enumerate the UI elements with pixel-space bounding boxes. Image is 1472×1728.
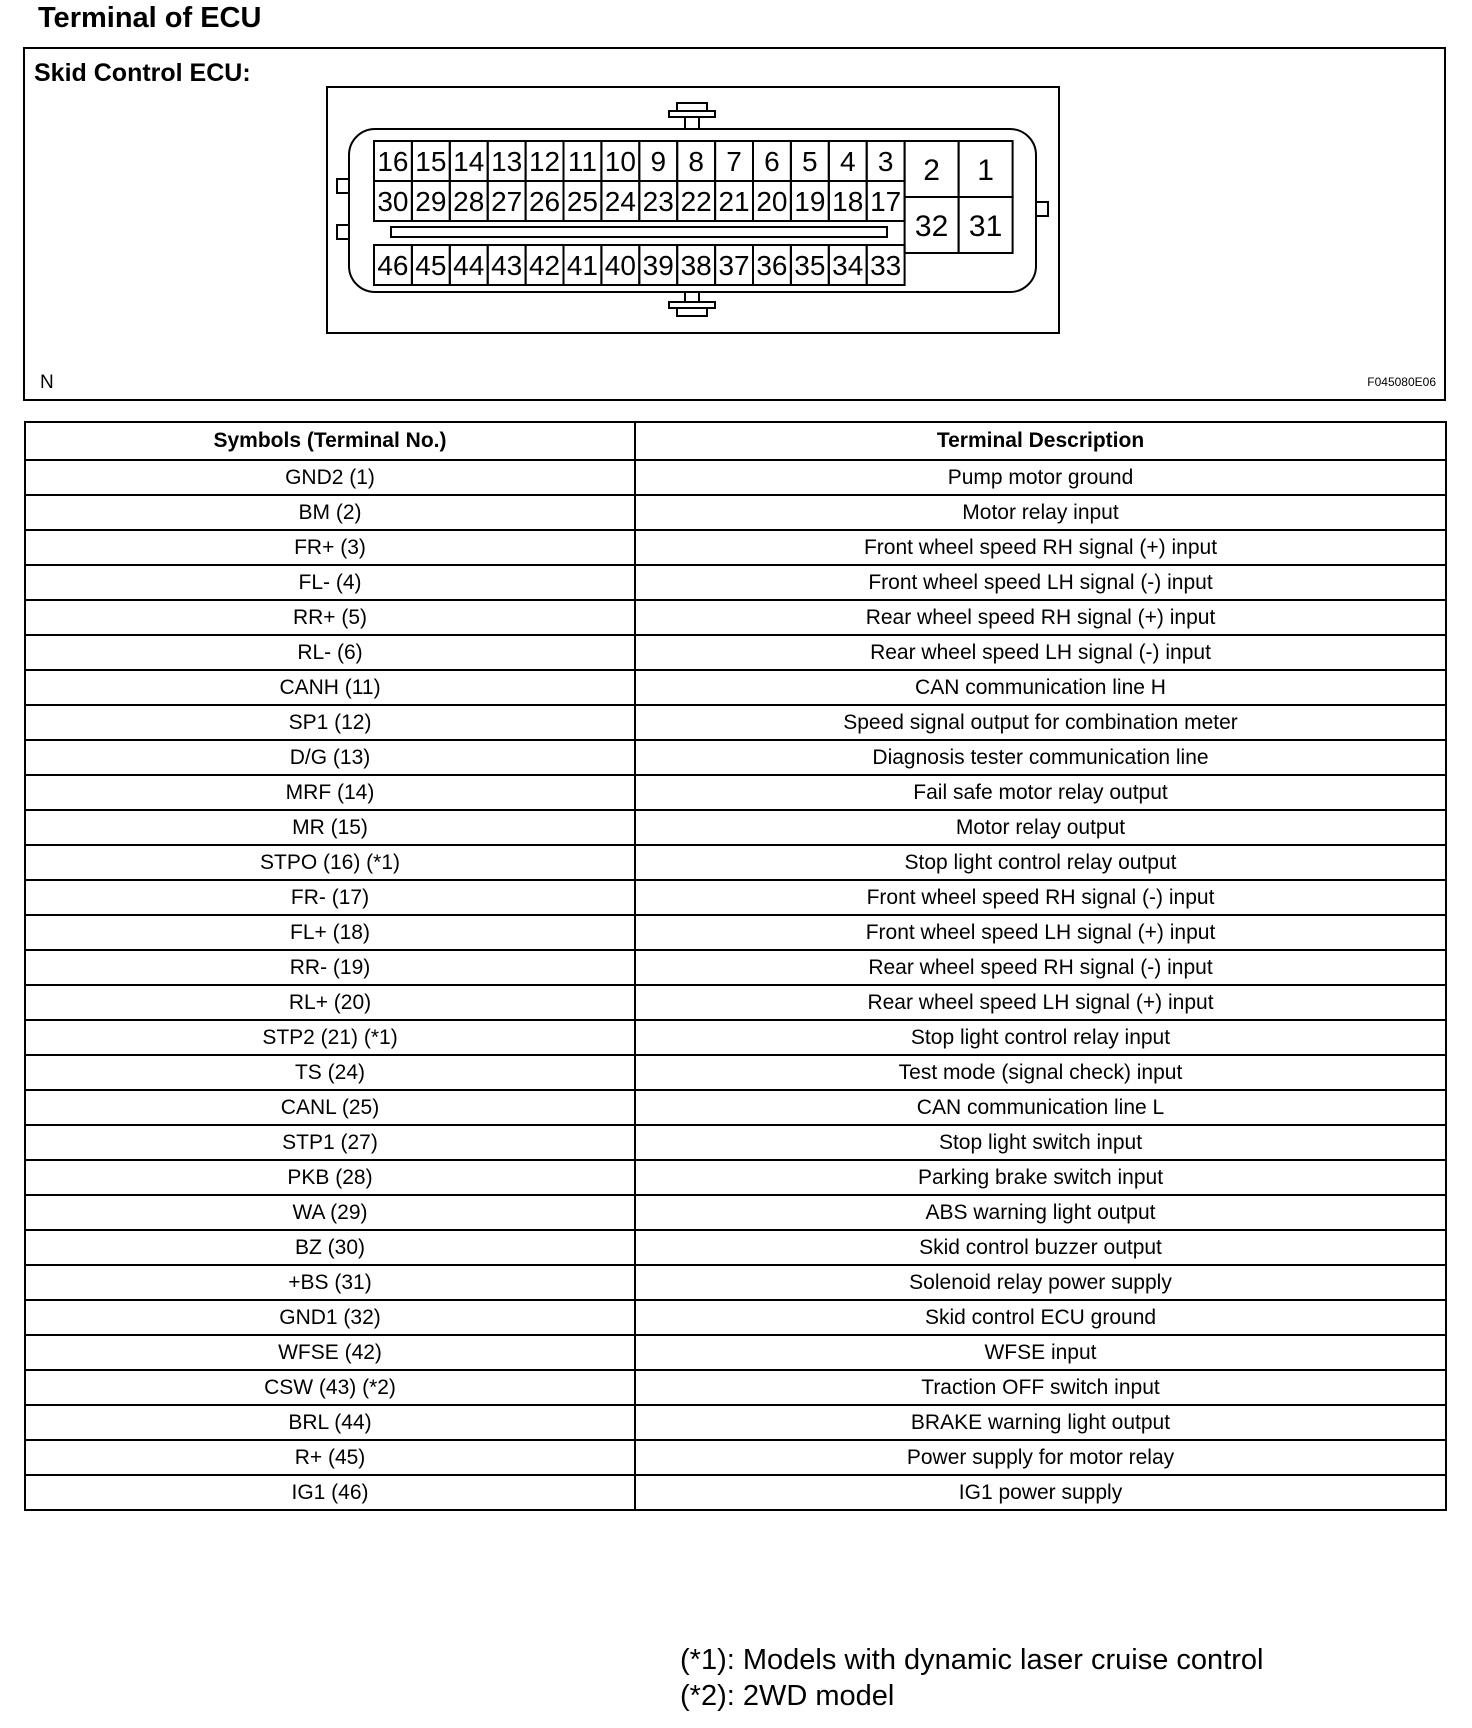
pin-number: 19: [794, 186, 826, 217]
terminal-symbol: +BS (31): [25, 1265, 635, 1300]
pin-number: 26: [528, 186, 561, 217]
table-row: [25, 670, 1446, 705]
table-row: [25, 600, 1446, 635]
table-row: [25, 565, 1446, 600]
pin-number: 5: [802, 146, 818, 177]
table-row: [25, 1405, 1446, 1440]
pin-number: 3: [877, 146, 894, 177]
terminal-description: Front wheel speed RH signal (+) input: [635, 530, 1446, 565]
pin-number: 33: [870, 250, 902, 281]
table-row: [25, 1475, 1446, 1510]
pin-number: 22: [680, 186, 712, 217]
pin-number: 43: [491, 250, 523, 281]
header-description: Terminal Description: [635, 422, 1446, 460]
pin-number: 29: [415, 186, 447, 217]
terminal-description: Stop light control relay input: [635, 1020, 1446, 1055]
terminal-description: Pump motor ground: [635, 460, 1446, 495]
table-row: [25, 1055, 1446, 1090]
pin-number: 12: [528, 146, 561, 177]
terminal-symbol: GND1 (32): [25, 1300, 635, 1335]
table-row: [25, 1125, 1446, 1160]
terminal-description: IG1 power supply: [635, 1475, 1446, 1510]
terminal-symbol: MRF (14): [25, 775, 635, 810]
terminal-symbol: TS (24): [25, 1055, 635, 1090]
terminal-description: Test mode (signal check) input: [635, 1055, 1446, 1090]
terminal-symbol: STP1 (27): [25, 1125, 635, 1160]
pin-number: 16: [377, 146, 409, 177]
pin-number: 10: [604, 146, 636, 177]
terminal-symbol: FL- (4): [25, 565, 635, 600]
terminal-description: Front wheel speed LH signal (+) input: [635, 915, 1446, 950]
terminal-description: BRAKE warning light output: [635, 1405, 1446, 1440]
terminal-description: Fail safe motor relay output: [635, 775, 1446, 810]
pin-number: 21: [718, 186, 750, 217]
bottom-latch-tab: [677, 308, 707, 316]
terminal-symbol: WFSE (42): [25, 1335, 635, 1370]
large-pin-number: 31: [968, 210, 1003, 243]
terminal-symbol: RL+ (20): [25, 985, 635, 1020]
pin-number: 30: [377, 186, 409, 217]
terminal-symbol: CSW (43) (*2): [25, 1370, 635, 1405]
terminal-description: Traction OFF switch input: [635, 1370, 1446, 1405]
footnote-1: (*1): Models with dynamic laser cruise control: [680, 1644, 1264, 1676]
pin-number: 42: [528, 250, 561, 281]
table-row: [25, 950, 1446, 985]
pin-number: 7: [726, 146, 742, 177]
table-row: [25, 1335, 1446, 1370]
pin-number: 23: [642, 186, 674, 217]
terminal-symbol: D/G (13): [25, 740, 635, 775]
large-pin-number: 2: [923, 154, 940, 187]
pin-number: 11: [567, 146, 597, 177]
terminal-description: Rear wheel speed LH signal (-) input: [635, 635, 1446, 670]
terminal-symbol: FL+ (18): [25, 915, 635, 950]
table-row: [25, 1160, 1446, 1195]
terminal-description: Rear wheel speed LH signal (+) input: [635, 985, 1446, 1020]
terminal-description: Rear wheel speed RH signal (-) input: [635, 950, 1446, 985]
connector-figure: [23, 47, 1446, 401]
table-row: [25, 1230, 1446, 1265]
terminal-symbol: R+ (45): [25, 1440, 635, 1475]
table-row: [25, 845, 1446, 880]
footnotes: [680, 1642, 1263, 1714]
left-nub-upper: [337, 179, 349, 193]
terminal-description: Stop light control relay output: [635, 845, 1446, 880]
table-row: [25, 635, 1446, 670]
terminal-description: Motor relay input: [635, 495, 1446, 530]
terminal-symbol: MR (15): [25, 810, 635, 845]
header-symbols: Symbols (Terminal No.): [25, 422, 635, 460]
pin-number: 17: [870, 186, 902, 217]
table-row: [25, 1195, 1446, 1230]
table-row: [25, 1300, 1446, 1335]
pin-number: 44: [453, 250, 485, 281]
pin-number: 25: [566, 186, 599, 217]
pin-number: 6: [764, 146, 780, 177]
table-row: [25, 740, 1446, 775]
table-header-row: [25, 422, 1446, 460]
table-row: [25, 1090, 1446, 1125]
terminal-description: Power supply for motor relay: [635, 1440, 1446, 1475]
top-latch-stem: [685, 117, 699, 129]
pin-number: 27: [491, 186, 523, 217]
pin-number: 14: [453, 146, 485, 177]
pin-number: 24: [604, 186, 636, 217]
terminal-symbol: CANH (11): [25, 670, 635, 705]
table-row: [25, 495, 1446, 530]
terminal-description: Diagnosis tester communication line: [635, 740, 1446, 775]
top-latch-tab: [677, 103, 707, 111]
pin-number: 39: [642, 250, 674, 281]
large-pin-number: 32: [914, 210, 949, 243]
pin-number: 20: [756, 186, 788, 217]
pin-number: 41: [566, 250, 599, 281]
table-row: [25, 1370, 1446, 1405]
terminal-description: WFSE input: [635, 1335, 1446, 1370]
table-row: [25, 460, 1446, 495]
terminal-symbol: CANL (25): [25, 1090, 635, 1125]
terminal-table: [24, 421, 1447, 1511]
terminal-description: Motor relay output: [635, 810, 1446, 845]
pin-number: 38: [680, 250, 712, 281]
terminal-description: CAN communication line H: [635, 670, 1446, 705]
figure-title: Skid Control ECU:: [34, 59, 251, 87]
table-row: [25, 705, 1446, 740]
pin-number: 4: [839, 146, 856, 177]
pin-number: 34: [832, 250, 864, 281]
pin-number: 18: [832, 186, 864, 217]
terminal-symbol: PKB (28): [25, 1160, 635, 1195]
terminal-symbol: BRL (44): [25, 1405, 635, 1440]
terminal-symbol: BZ (30): [25, 1230, 635, 1265]
connector-diagram: [25, 49, 1444, 399]
terminal-symbol: STP2 (21) (*1): [25, 1020, 635, 1055]
table-row: [25, 1265, 1446, 1300]
table-row: [25, 810, 1446, 845]
terminal-symbol: RR- (19): [25, 950, 635, 985]
terminal-symbol: IG1 (46): [25, 1475, 635, 1510]
page-title: Terminal of ECU: [38, 2, 262, 34]
left-nub-lower: [337, 225, 349, 239]
terminal-description: Solenoid relay power supply: [635, 1265, 1446, 1300]
figure-note: N: [40, 372, 54, 393]
terminal-symbol: SP1 (12): [25, 705, 635, 740]
pin-number: 40: [604, 250, 636, 281]
terminal-description: Skid control ECU ground: [635, 1300, 1446, 1335]
large-pin-number: 1: [977, 154, 994, 187]
terminal-description: Front wheel speed LH signal (-) input: [635, 565, 1446, 600]
pin-number: 28: [453, 186, 485, 217]
terminal-description: Speed signal output for combination meter: [635, 705, 1446, 740]
pin-number: 46: [377, 250, 409, 281]
table-row: [25, 985, 1446, 1020]
terminal-symbol: BM (2): [25, 495, 635, 530]
pin-number: 37: [718, 250, 750, 281]
pin-number: 15: [415, 146, 447, 177]
pin-number: 8: [688, 146, 704, 177]
pin-number: 36: [756, 250, 788, 281]
terminal-description: CAN communication line L: [635, 1090, 1446, 1125]
table-row: [25, 1440, 1446, 1475]
terminal-symbol: RL- (6): [25, 635, 635, 670]
pin-number: 35: [794, 250, 826, 281]
terminal-description: Rear wheel speed RH signal (+) input: [635, 600, 1446, 635]
terminal-symbol: FR- (17): [25, 880, 635, 915]
terminal-description: Front wheel speed RH signal (-) input: [635, 880, 1446, 915]
table-row: [25, 775, 1446, 810]
pin-number: 13: [491, 146, 523, 177]
terminal-description: Skid control buzzer output: [635, 1230, 1446, 1265]
table-row: [25, 880, 1446, 915]
terminal-symbol: RR+ (5): [25, 600, 635, 635]
terminal-description: Stop light switch input: [635, 1125, 1446, 1160]
right-nub: [1036, 202, 1048, 216]
table-row: [25, 530, 1446, 565]
pin-number: 45: [415, 250, 447, 281]
footnote-2: (*2): 2WD model: [680, 1680, 895, 1712]
table-row: [25, 1020, 1446, 1055]
terminal-symbol: GND2 (1): [25, 460, 635, 495]
terminal-symbol: STPO (16) (*1): [25, 845, 635, 880]
pin-number: 9: [650, 146, 667, 177]
bottom-latch-stem: [685, 292, 699, 302]
terminal-symbol: FR+ (3): [25, 530, 635, 565]
terminal-description: Parking brake switch input: [635, 1160, 1446, 1195]
figure-code: F045080E06: [1367, 375, 1436, 389]
table-row: [25, 915, 1446, 950]
key-slot: [391, 227, 887, 237]
terminal-symbol: WA (29): [25, 1195, 635, 1230]
terminal-description: ABS warning light output: [635, 1195, 1446, 1230]
